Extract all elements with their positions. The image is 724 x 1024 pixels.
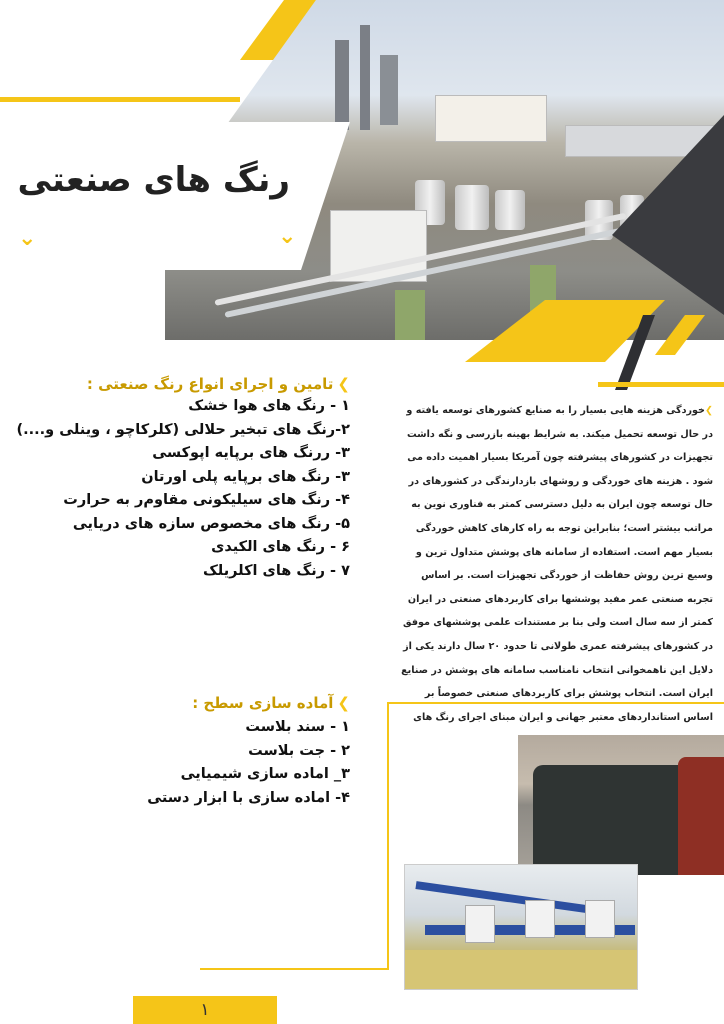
frame-line-vertical bbox=[387, 702, 389, 970]
chevron-down-icon: ⌄ bbox=[18, 226, 37, 251]
list-item: ۵- رنگ های مخصوص سازه های دریایی bbox=[72, 515, 350, 532]
paint-heading-text: تامین و اجرای انواع رنگ صنعتی : bbox=[86, 375, 334, 393]
frame-line-bottom bbox=[200, 968, 389, 970]
chevron-icon: ❯ bbox=[704, 405, 713, 416]
storage-tank-photo bbox=[518, 735, 724, 875]
pump-room-photo bbox=[404, 864, 638, 990]
list-item: ۱ - سند بلاست bbox=[245, 719, 350, 735]
page-number: ۱ bbox=[133, 996, 277, 1024]
intro-paragraph bbox=[395, 399, 713, 753]
list-item: ۲ - جت بلاست bbox=[248, 742, 350, 759]
list-item: ۱ - رنگ های هوا خشک bbox=[188, 398, 350, 414]
section-heading bbox=[20, 375, 350, 393]
surface-heading-text: آماده سازی سطح : bbox=[192, 694, 334, 712]
chevron-icon: ❯ bbox=[337, 694, 350, 712]
list-item: ۶ - رنگ های الکیدی bbox=[211, 539, 350, 555]
paragraph-text: خوردگی هزینه هایی بسیار را به صنایع کشورهای توسعه یافته و در حال توسعه تحمیل میکند. به شرایط بهینه بازرسی و نگه داشت تجهیزات در کشورهای پیشرفته چون آمریکا بسیار اهمیت داده می شود . هزینه های خوردگی و روشهای بازدارندگی در کشورهای در حال توسعه چون ایران به دلیل دسترسی کمتر به فناوری نوین به مراتب بیشتر است؛ بنابراین توجه به راه کارهای کاهش خوردگی بسیار مهم است. استفاده از سامانه های پوشش متداول ترین و وسیع ترین روش حفاظت از خوردگی تجهیزات است. بر اساس تجربه صنعتی عمر مفید پوششها برای کاربردهای صنعتی در ایران کمتر از سه سال است ولی بنا بر مستندات علمی پوششهای موفق در کشورهای پیشرفته عمری طولانی تا حدود ۲۰ سال دارند یکی از دلایل این ناهمخوانی انتخاب نامناسب سامانه های پوشش در صنایع ایران است. انتخاب پوشش برای کاربردهای صنعتی خصوصاً بر اساس استانداردهای معتبر جهانی و ایران مبنای اجرای رنگ های bbox=[401, 405, 713, 723]
paint-types-list bbox=[16, 395, 350, 583]
accent-bar-top-left bbox=[0, 97, 240, 102]
surface-prep-list bbox=[50, 716, 350, 810]
accent-bar-right bbox=[598, 382, 724, 387]
surface-prep-section bbox=[50, 694, 350, 810]
list-item: ۲-رنگ های تبخیر حلالی (کلرکاچو ، وینلی و....) bbox=[16, 421, 350, 438]
frame-line-top bbox=[387, 702, 724, 704]
list-item: ۳- رنگ های برپایه پلی اورتان bbox=[141, 468, 350, 485]
list-item: ۳_ اماده سازی شیمیایی bbox=[180, 766, 350, 782]
list-item: ۷ - رنگ های اکلریلک bbox=[202, 562, 350, 579]
list-item: ۴- رنگ های سیلیکونی مقاوم‌ر به حرارت bbox=[63, 492, 350, 508]
list-item: ۴- اماده سازی با ابزار دستی bbox=[147, 789, 350, 806]
section-heading bbox=[50, 694, 350, 712]
list-item: ۳- ررنگ های برپایه اپوکسی bbox=[152, 445, 350, 461]
paint-types-section bbox=[16, 375, 350, 583]
page-title: رنگ های صنعتی bbox=[17, 160, 290, 200]
chevron-icon: ❯ bbox=[337, 375, 350, 393]
chevron-down-icon: ⌄ bbox=[278, 224, 297, 249]
